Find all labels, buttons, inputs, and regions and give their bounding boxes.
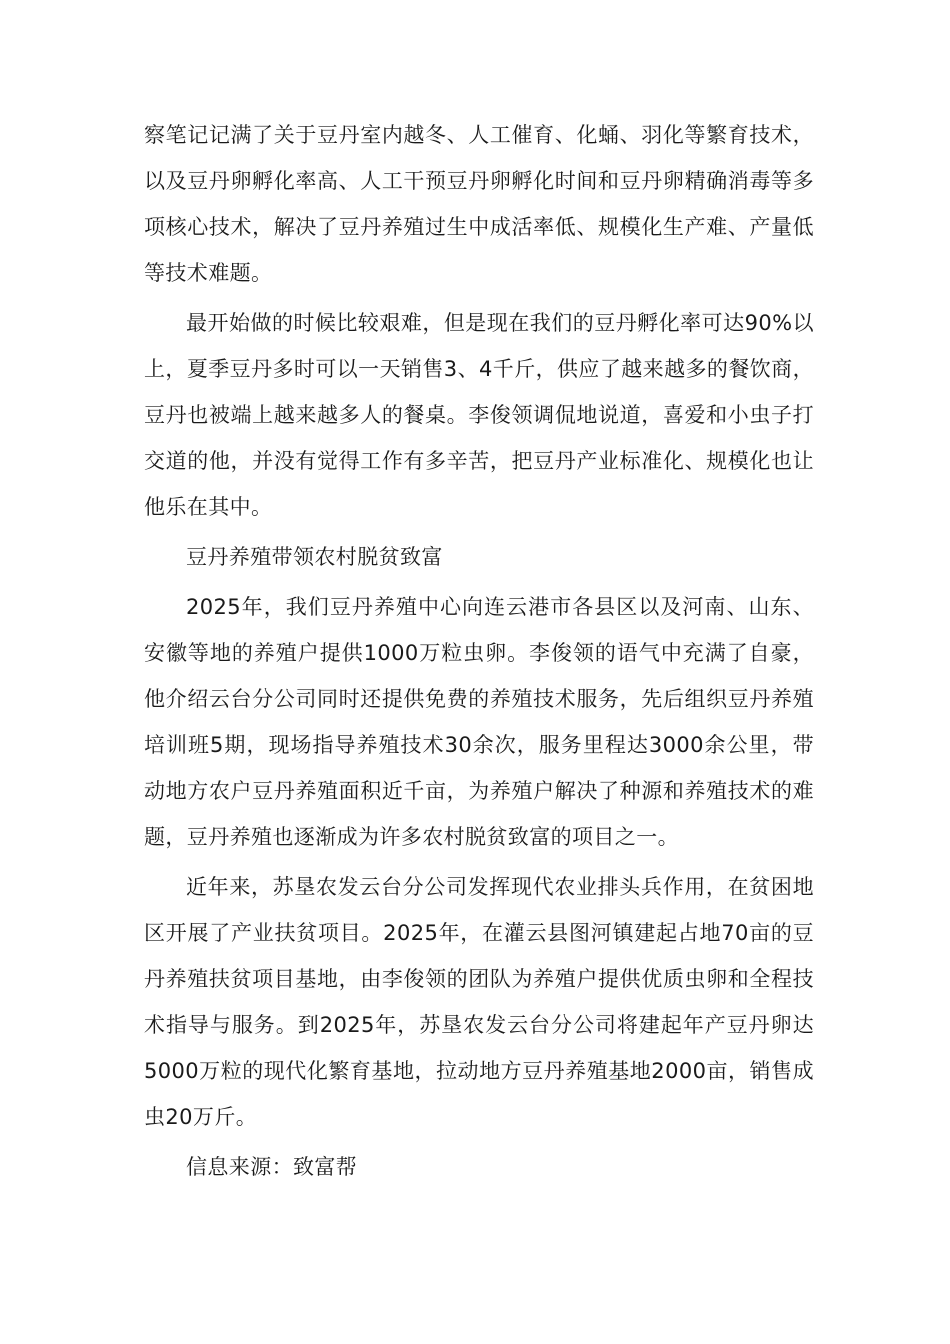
- paragraph-hatching-rate: 最开始做的时候比较艰难，但是现在我们的豆丹孵化率可达90%以上，夏季豆丹多时可以一天销售3、4千斤，供应了越来越多的餐饮商，豆丹也被端上越来越多人的餐桌。李俊领调侃地说道，喜爱和小虫子打交道的他，并没有觉得工作有多辛苦，把豆丹产业标准化、规模化也让他乐在其中。: [144, 311, 814, 519]
- source-line: 信息来源：致富帮: [186, 1155, 358, 1179]
- paragraph-poverty-project: 近年来，苏垦农发云台分公司发挥现代农业排头兵作用，在贫困地区开展了产业扶贫项目。2025年，在灌云县图河镇建起占地70亩的豆丹养殖扶贫项目基地，由李俊领的团队为养殖户提供优质虫卵和全程技术指导与服务。到2025年，苏垦农发云台分公司将建起年产豆丹卵达5000万粒的现代化繁育基地，拉动地方豆丹养殖基地2000亩，销售成虫20万斤。: [144, 875, 814, 1129]
- paragraph-supply: 2025年，我们豆丹养殖中心向连云港市各县区以及河南、山东、安徽等地的养殖户提供1000万粒虫卵。李俊领的语气中充满了自豪，他介绍云台分公司同时还提供免费的养殖技术服务，先后组织豆丹养殖培训班5期，现场指导养殖技术30余次，服务里程达3000余公里，带动地方农户豆丹养殖面积近千亩，为养殖户解决了种源和养殖技术的难题，豆丹养殖也逐渐成为许多农村脱贫致富的项目之一。: [144, 595, 814, 849]
- section-heading: 豆丹养殖带领农村脱贫致富: [186, 545, 443, 569]
- paragraph-continuation: 察笔记记满了关于豆丹室内越冬、人工催育、化蛹、羽化等繁育技术，以及豆丹卵孵化率高、人工干预豆丹卵孵化时间和豆丹卵精确消毒等多项核心技术，解决了豆丹养殖过生中成活率低、规模化生产难、产量低等技术难题。: [144, 123, 814, 285]
- document-body: [144, 112, 814, 1194]
